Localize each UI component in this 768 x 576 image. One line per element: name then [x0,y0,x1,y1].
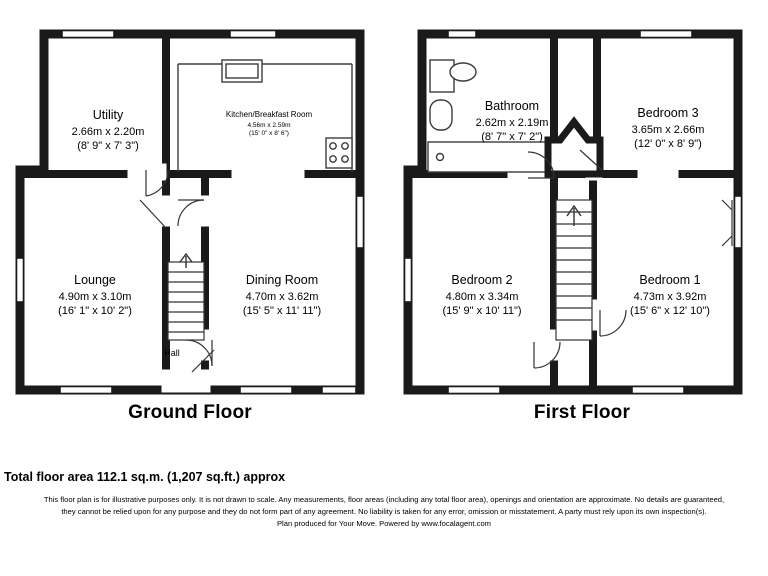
room-label-hall [152,348,192,361]
bath-fixture [428,142,548,172]
disclaimer [0,494,768,529]
room-metric: 4.80m x 3.34m [445,290,519,303]
room-name: Bedroom 1 [639,273,701,287]
room-metric: 3.65m x 2.66m [631,123,705,136]
window [735,196,742,248]
room-name: Bathroom [484,99,540,113]
disclaimer-line-3: Plan produced for Your Move. Powered by www.focalagent.com [276,518,491,528]
room-imperial: (15' 6" x 12' 10") [630,305,710,318]
window [357,196,364,248]
room-label-utility [52,107,164,154]
room-metric: 4.56m x 2.59m [247,121,291,129]
room-imperial: (8' 7" x 7' 2") [481,131,543,144]
room-label-bedroom-1 [600,272,740,319]
window [632,387,684,394]
window [17,258,24,302]
window [240,387,292,394]
room-label-kitchen-breakfast-room [200,110,338,139]
room-metric: 4.70m x 3.62m [245,290,319,303]
room-name: Kitchen/Breakfast Room [225,110,313,119]
room-label-bedroom-2 [412,272,552,319]
total-floor-area: Total floor area 112.1 sq.m. (1,207 sq.ft.) approx [4,470,286,484]
window [230,31,276,38]
room-metric: 2.62m x 2.19m [475,116,549,129]
room-imperial: (16' 1" x 10' 2") [58,305,132,318]
room-metric: 4.90m x 3.10m [58,290,132,303]
ground-floor-title: Ground Floor [128,402,252,423]
first-floor-title: First Floor [533,402,631,423]
room-imperial: (8' 9" x 7' 3") [77,140,139,153]
window [405,258,412,302]
toilet-fixture [450,63,476,81]
basin-fixture [430,100,452,130]
window [322,387,356,394]
window [448,31,476,38]
room-imperial: (12' 0" x 8' 9") [634,138,702,151]
room-name: Hall [164,348,180,358]
window [62,31,114,38]
room-label-bathroom [452,98,572,145]
room-label-lounge [30,272,160,319]
room-name: Bedroom 2 [451,273,513,287]
wc-fixture [430,60,454,92]
window [60,387,112,394]
room-name: Lounge [74,273,116,287]
disclaimer-line-2: they cannot be relied upon for any purpose and they do not form part of any agreement. No liability is taken for any error, omission or misstatement. A party must rely upon its own inspection(s). [61,506,707,516]
window [640,31,692,38]
first-floor-plan [388,0,768,400]
room-metric: 4.73m x 3.92m [633,290,707,303]
room-name: Utility [92,108,124,122]
room-label-bedroom-3 [604,105,732,152]
room-name: Dining Room [245,273,319,287]
room-imperial: (15' 0" x 8' 6") [249,130,289,138]
room-imperial: (15' 5" x 11' 11") [242,305,322,318]
room-imperial: (15' 9" x 10' 11") [442,305,522,318]
ground-floor-plan [0,0,380,400]
room-metric: 2.66m x 2.20m [71,125,145,138]
room-label-dining-room [212,272,352,319]
room-name: Bedroom 3 [637,106,699,120]
disclaimer-line-1: This floor plan is for illustrative purposes only. It is not drawn to scale. Any measurements, floor areas (including any total floor area), openings and orientation are approximate. No details are guaranteed, [43,495,725,504]
window [448,387,500,394]
